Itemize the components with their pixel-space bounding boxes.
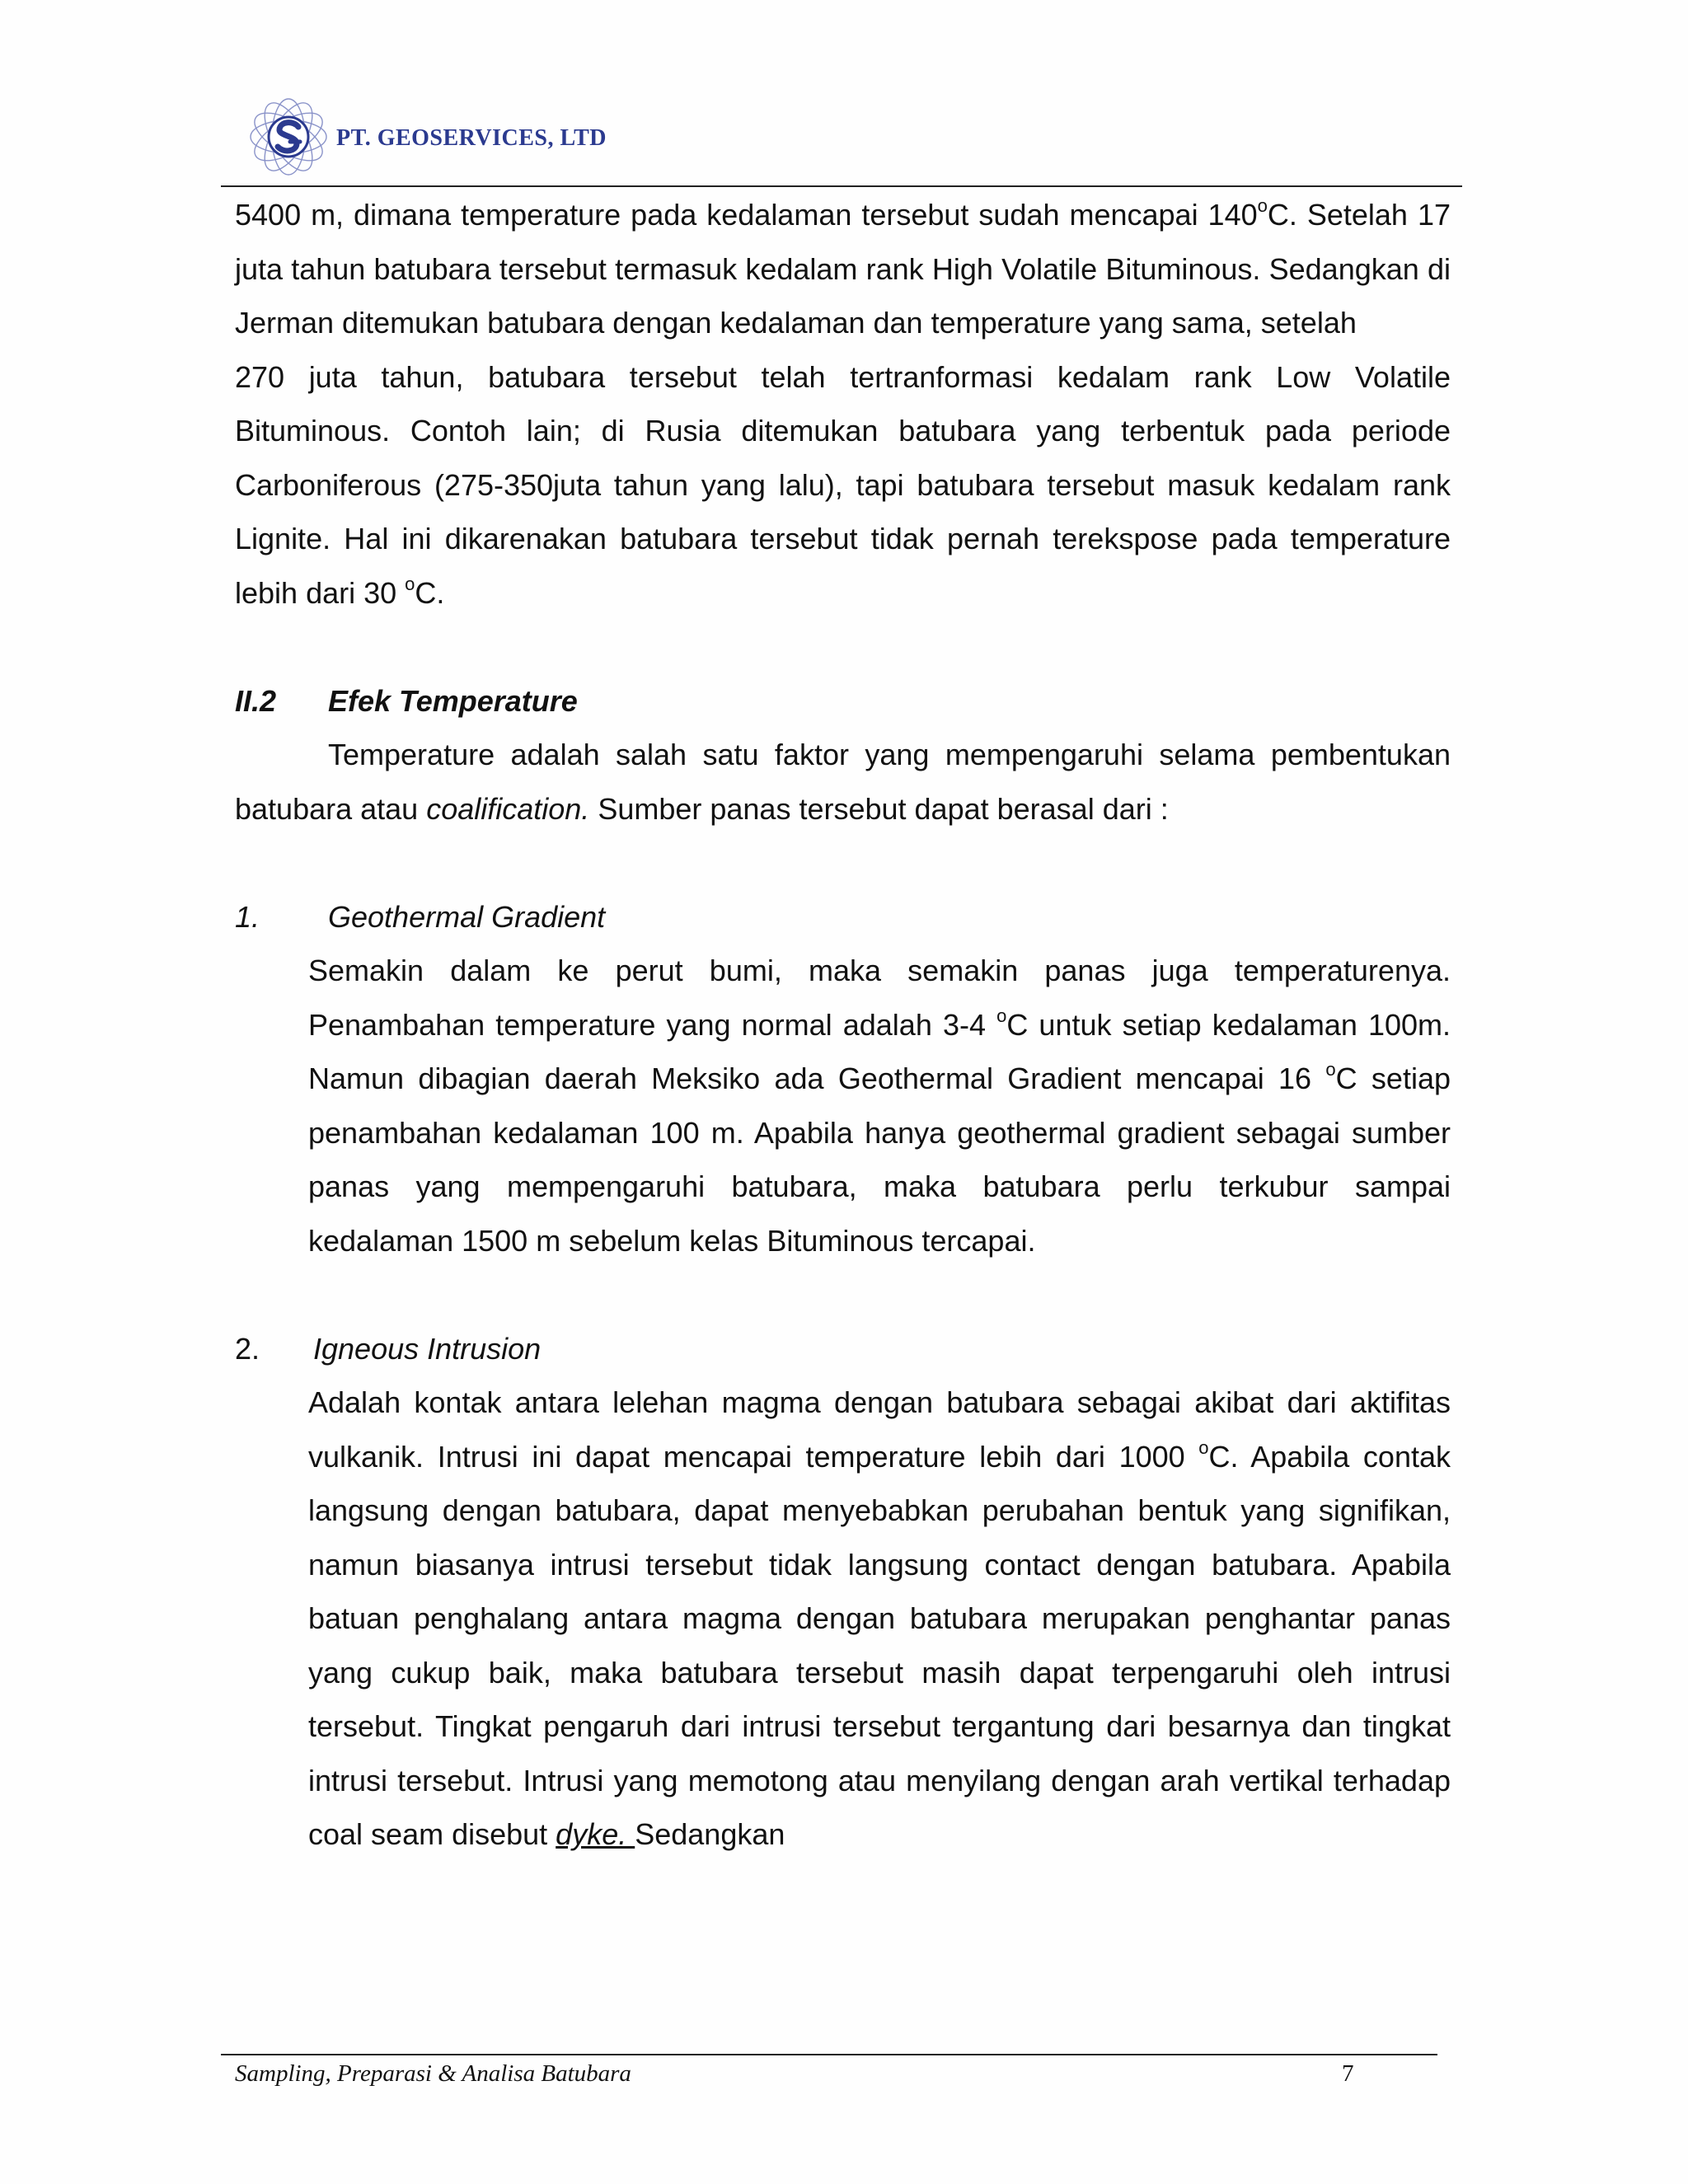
section-number: II.2 (235, 683, 277, 718)
item-2-paragraph: Adalah kontak antara lelehan magma dengan batubara sebagai akibat dari aktifitas vulkanik. Intrusi ini dapat mencapai temperature lebih dari 1000 $^o$C. Apabila contak langsung dengan batubara, dapat menyebabkan perubahan bentuk yang signifikan, namun biasanya intrusi tersebut tidak langsung contact dengan batubara. Apabila batuan penghalang antara magma dengan batubara merupakan penghantar panas yang cukup baik, maka batubara tersebut masih dapat terpengaruhi oleh intrusi tersebut. Tingkat pengaruh dari intrusi tersebut tergantung dari besarnya dan tingkat intrusi tersebut. Intrusi yang memotong atau menyilang dengan arah vertikal terhadap coal seam disebut dyke. Sedangkan (308, 1385, 1451, 1851)
footer-title: Sampling, Preparasi & Analisa Batubara (235, 2060, 631, 2087)
header-divider (221, 185, 1462, 187)
section-heading (235, 674, 1451, 729)
page-number: 7 (1342, 2060, 1354, 2087)
item-1-title: Geothermal Gradient (328, 899, 606, 934)
item-2-number: 2. (235, 1331, 260, 1366)
dyke-term: dyke. (556, 1817, 635, 1851)
footer-divider (221, 2054, 1437, 2055)
item-1-paragraph: Semakin dalam ke perut bumi, maka semakin panas juga temperaturenya. Penambahan temperature yang normal adalah 3-4 $^o$C untuk setiap kedalaman 100m. Namun dibagian daerah Meksiko ada Geothermal Gradient mencapai 16 $^o$C setiap penambahan kedalaman 100 m. Apabila hanya geothermal gradient sebagai sumber panas yang mempengaruhi batubara, maka batubara perlu terkubur sampai kedalaman 1500 m sebelum kelas Bituminous tercapai. (308, 954, 1451, 1258)
page-header (247, 92, 1459, 183)
section-title: Efek Temperature (328, 683, 578, 718)
intro-paragraph-1: 5400 m, dimana temperature pada kedalaman tersebut sudah mencapai 140$^o$C. Setelah 17 juta tahun batubara tersebut termasuk kedalam rank High Volatile Bituminous. Sedangkan di Jerman ditemukan batubara dengan kedalaman dan temperature yang sama, setelah (235, 195, 1451, 340)
item-1-heading (235, 890, 1451, 944)
section-paragraph: Temperature adalah salah satu faktor yang mempengaruhi selama pembentukan batubara atau coalification. Sumber panas tersebut dapat berasal dari : (235, 738, 1451, 826)
item-1-number: 1. (235, 899, 260, 934)
company-name: PT. GEOSERVICES, LTD (336, 125, 607, 151)
item-2-heading (235, 1322, 1451, 1376)
item-2-title: Igneous Intrusion (313, 1331, 542, 1366)
intro-paragraph-2: 270 juta tahun, batubara tersebut telah tertranformasi kedalam rank Low Volatile Bituminous. Contoh lain; di Rusia ditemukan batubara yang terbentuk pada periode Carboniferous (275-350juta tahun yang lalu), tapi batubara tersebut masuk kedalam rank Lignite. Hal ini dikarenakan batubara tersebut tidak pernah terekspose pada temperature lebih dari 30 $^o$C. (235, 359, 1451, 610)
page-body (235, 188, 1451, 1862)
geoservices-logo-icon (247, 96, 330, 178)
